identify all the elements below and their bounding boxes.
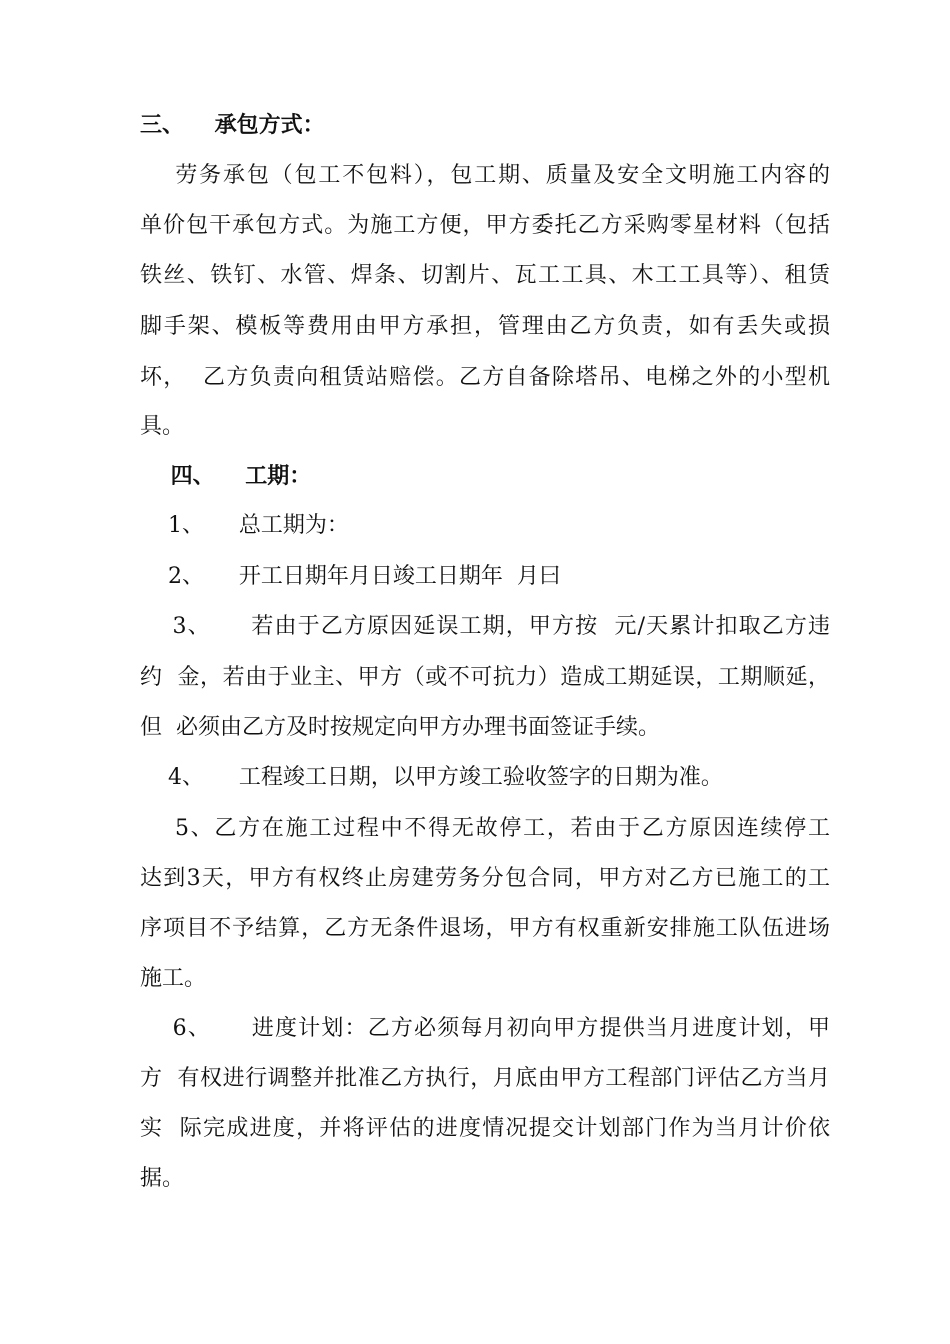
paragraph-line: 脚手架、模板等费用由甲方承担，管理由乙方负责，如有丢失或损 (140, 314, 830, 339)
paragraph-line: 施工。 (140, 966, 207, 991)
paragraph-line: 据。 (140, 1166, 185, 1191)
paragraph-line: 单价包干承包方式。为施工方便，甲方委托乙方采购零星材料（包括 (140, 213, 830, 238)
list-item-total-duration: 1、 总工期为： (140, 513, 349, 538)
list-item-delay-penalty: 3、 若由于乙方原因延误工期，甲方按 元/天累计扣取乙方违 (140, 614, 830, 639)
section-heading-schedule: 四、 工期： (140, 463, 312, 489)
section-heading-contract-mode: 三、 承包方式： (140, 112, 325, 138)
paragraph-line: 约 金，若由于业主、甲方（或不可抗力）造成工期延误，工期顺延， (140, 665, 830, 690)
paragraph-line: 具。 (140, 414, 185, 439)
paragraph-line: 但 必须由乙方及时按规定向甲方办理书面签证手续。 (140, 715, 660, 740)
list-item-progress-plan: 6、 进度计划：乙方必须每月初向甲方提供当月进度计划，甲 (140, 1016, 830, 1041)
paragraph-line: 铁丝、铁钉、水管、焊条、切割片、瓦工工具、木工工具等）、租赁 (140, 263, 830, 288)
paragraph-line: 实 际完成进度，并将评估的进度情况提交计划部门作为当月计价依 (140, 1116, 830, 1141)
paragraph-line: 方 有权进行调整并批准乙方执行，月底由甲方工程部门评估乙方当月 (140, 1066, 830, 1091)
paragraph-line: 序项目不予结算，乙方无条件退场，甲方有权重新安排施工队伍进场 (140, 916, 830, 941)
list-item-completion-date: 4、 工程竣工日期，以甲方竣工验收签字的日期为准。 (140, 765, 723, 790)
paragraph-line: 劳务承包（包工不包料），包工期、质量及安全文明施工内容的 (140, 163, 830, 188)
list-item-stoppage: 5、乙方在施工过程中不得无故停工，若由于乙方原因连续停工 (140, 816, 830, 841)
paragraph-line: 达到3天，甲方有权终止房建劳务分包合同，甲方对乙方已施工的工 (140, 866, 830, 891)
list-item-start-end-date: 2、 开工日期年月日竣工日期年 月曰 (140, 564, 561, 589)
paragraph-line: 坏， 乙方负责向租赁站赔偿。乙方自备除塔吊、电梯之外的小型机 (140, 365, 830, 390)
